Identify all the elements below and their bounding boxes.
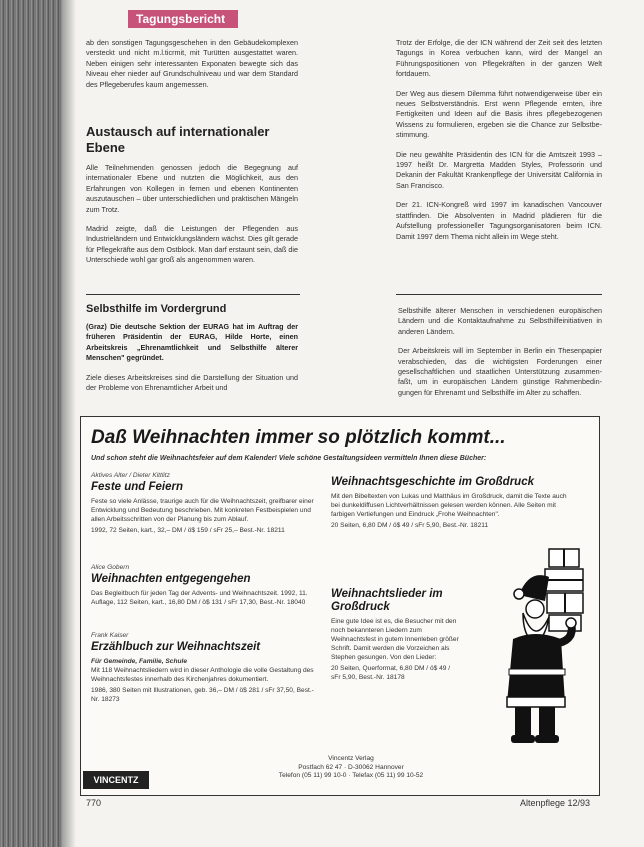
ad-title: Daß Weihnachten immer so plötzlich kommt...: [91, 427, 506, 448]
paragraph: Alle Teilnehmenden genossen jedoch die Begegnung auf internationaler Ebene und nutzten die Möglichkeit, aus den Erfahrungen von Kollegen in fernen und ebenen Kontinenten auszutauschen – über unterschiedlichen und praktischen Mängeln zum Trotz.: [86, 163, 298, 214]
book-title: Erzählbuch zur Weihnachtszeit: [91, 641, 261, 653]
ad-subtitle: Und schon steht die Weihnachtsfeier auf dem Kalender! Viele schöne Gestaltungsideen vermitteln Ihnen diese Bücher:: [91, 455, 487, 462]
paragraph: Der 21. ICN-Kongreß wird 1997 im kanadischen Vancouver stattfinden. Die Absolventen in Madrid plädieren für die Aufstellung professioneller Tagungsorganisatoren beim ICN. Damit 1997 dem Thema nicht allein im Wege steht.: [396, 200, 602, 241]
santa-claus-illustration: [501, 547, 591, 747]
box-heading: Selbsthilfe im Vordergrund: [86, 303, 227, 315]
book-price: 1992, 72 Seiten, kart., 32,– DM / ö$ 159 / sFr 25,– Best.-Nr. 18211: [91, 527, 285, 534]
book-description: Feste so viele Anlässe, traurige auch für die Weihnachtszeit, greifbarer einer Entwicklung und Bedeutung beschrieben. Mit konkreten Festbeispielen und allen Arbeitsschritten von der Planung bis zum Ablauf.: [91, 498, 314, 523]
right-column-body: [396, 38, 602, 251]
paragraph: Die neu gewählte Präsidentin des ICN für die Amtszeit 1993 – 1997 heißt Dr. Margretta Madden Styles, Professorin und Dekanin der Fakultät Krankenpflege der Universität California in San Francisco.: [396, 149, 602, 190]
paragraph: Der Arbeitskreis will im September in Berlin ein Thesenpapier verabschieden, das die wichtigsten Forderungen einer gesellschaftlichen und staatlichen Unterstützung zusammenfaßt, um in europäischen Ländern günstige Rahmenbedingungen für Ehrenamt und Selbsthilfe im Alter zu schaffen.: [398, 346, 602, 397]
publisher-address: [261, 755, 441, 781]
book-title: Weihnachtslieder im Großdruck: [331, 588, 443, 613]
publisher-postal: Postfach 62 47 · D-30062 Hannover: [298, 763, 404, 771]
book-description: Mit den Bibeltexten von Lukas und Matthäus im Großdruck, damit die Texte auch bei dunkeldiffusen Lichtverhältnissen gelesen werden können. Alle Seiten mit farbigen Vertiefungen und Eindruck „Frohe Weihnachten".: [331, 493, 567, 518]
book-price: 20 Seiten, 6,80 DM / ö$ 49 / sFr 5,90, Best.-Nr. 18211: [331, 522, 489, 529]
book-entry: [91, 563, 315, 607]
binding-spine: [0, 0, 62, 847]
book-description: Eine gute Idee ist es, die Besucher mit den noch bekannteren Liedern zum Weihnachtsfest in gutem Innenleben größer Schrift. Damit werden die Vorzeichen als Stephen gesungen. Von den Lieder:: [331, 618, 459, 661]
section-heading: Austausch auf internationaler Ebene: [86, 124, 270, 155]
book-entry: [91, 471, 315, 535]
paragraph: Trotz der Erfolge, die der ICN während der Zeit seit des letzten Tagungs in Korea verbuchen kann, wird der Mangel an Führungspositionen von Pflegekräften in der ganzen Welt fortdauern.: [396, 38, 602, 79]
book-subtitle: Für Gemeinde, Familie, Schule: [91, 658, 188, 665]
publisher-phone: Telefon (05 11) 99 10-0 · Telefax (05 11) 99 10-52: [278, 772, 424, 779]
book-price: 1986, 380 Seiten mit Illustrationen, geb. 36,– DM / ö$ 281 / sFr 37,50, Best.-Nr. 18273: [91, 687, 314, 703]
book-entry: [91, 631, 315, 704]
book-price: 20 Seiten, Querformat, 6,80 DM / ö$ 49 / sFr 5,90, Best.-Nr. 18178: [331, 665, 451, 681]
page-number: 770: [86, 798, 102, 808]
book-author: Alice Gobern: [91, 564, 130, 571]
box-left-text: [86, 322, 298, 402]
journal-reference: Altenpflege 12/93: [520, 798, 591, 808]
christmas-book-advertisement: [80, 416, 600, 796]
gutter-shadow: [62, 0, 76, 847]
divider-left: [86, 294, 300, 295]
book-entry: [331, 475, 567, 530]
book-description: Mit 118 Weihnachtsliedern wird in dieser Anthologie die volle Gestaltung des Weihnachtsfestes innerhalb des Kirchenjahres dokumentiert.: [91, 667, 314, 683]
book-entry: [331, 587, 459, 682]
book-title: Weihnachten entgegengehen: [91, 573, 251, 585]
left-column-body: [86, 163, 298, 275]
box-lead: (Graz) Die deutsche Sektion der EURAG hat im Auftrag der früheren Präsidentin der EURAG, Hilde Horte, einen Arbeitskreis „Ehrenamtlichkeit und Selbsthilfe älterer Menschen" gegründet.: [86, 322, 298, 363]
gift-stack-icon: [545, 549, 583, 631]
paragraph: ab den sonstigen Tagungsgeschehen in den Gebäudekomplexen versteckt und nicht m.l.ticrmit, mit Turütten ausgestattet waren. Neben einigen sehr interessanten Exponaten bewegte sich das Niveau eher nieder auf Grundschulniveau und war dem Standard des Pflegeberufes kaum angemessen.: [86, 38, 298, 89]
book-author: Frank Kaiser: [91, 632, 129, 639]
box-right-text: [398, 306, 602, 407]
book-author: Aktives Alter / Dieter Kittlitz: [91, 472, 170, 479]
paragraph: Selbsthilfe älterer Menschen in verschiedenen europäischen Ländern und die Kontaktaufnahme zu Selbsthilfeinitiativen in anderen Ländern.: [398, 306, 602, 336]
publisher-name: Vincentz Verlag: [328, 755, 374, 762]
paragraph: Der Weg aus diesem Dilemma führt notwendigerweise über ein neues Selbstverständnis. Erst wenn Pflegende ernten, ihre Fertigkeiten und Ideen auf die Basis ihres pflegebezogenen Wissens zu formulieren, ergeben sie die Chance zur Selbstbestimmung.: [396, 88, 602, 140]
paragraph: Madrid zeigte, daß die Leistungen der Pflegenden aus Industrieländern und Entwicklungsländern wächst. Dies gilt gerade für Pflegekräfte aus dem Ostblock. Man darf erstaunt sein, daß die Unterschiede wohl gar groß als angenommen waren.: [86, 224, 298, 265]
left-column-intro: [86, 38, 298, 99]
section-tab: Tagungsbericht: [128, 10, 238, 28]
divider-right: [396, 294, 602, 295]
book-title: Weihnachtsgeschichte im Großdruck: [331, 476, 535, 488]
publisher-logo: VINCENTZ: [83, 771, 149, 789]
paragraph: Ziele dieses Arbeitskreises sind die Darstellung der Situation und der Probleme von Ehrenamtlicher Arbeit und: [86, 372, 298, 393]
book-description: Das Begleitbuch für jeden Tag der Advents- und Weihnachtszeit. 1992, 11. Auflage, 112 Seiten, kart., 16,80 DM / ö$ 131 / sFr 17,30, Best.-Nr. 18040: [91, 590, 308, 606]
book-title: Feste und Feiern: [91, 481, 184, 493]
